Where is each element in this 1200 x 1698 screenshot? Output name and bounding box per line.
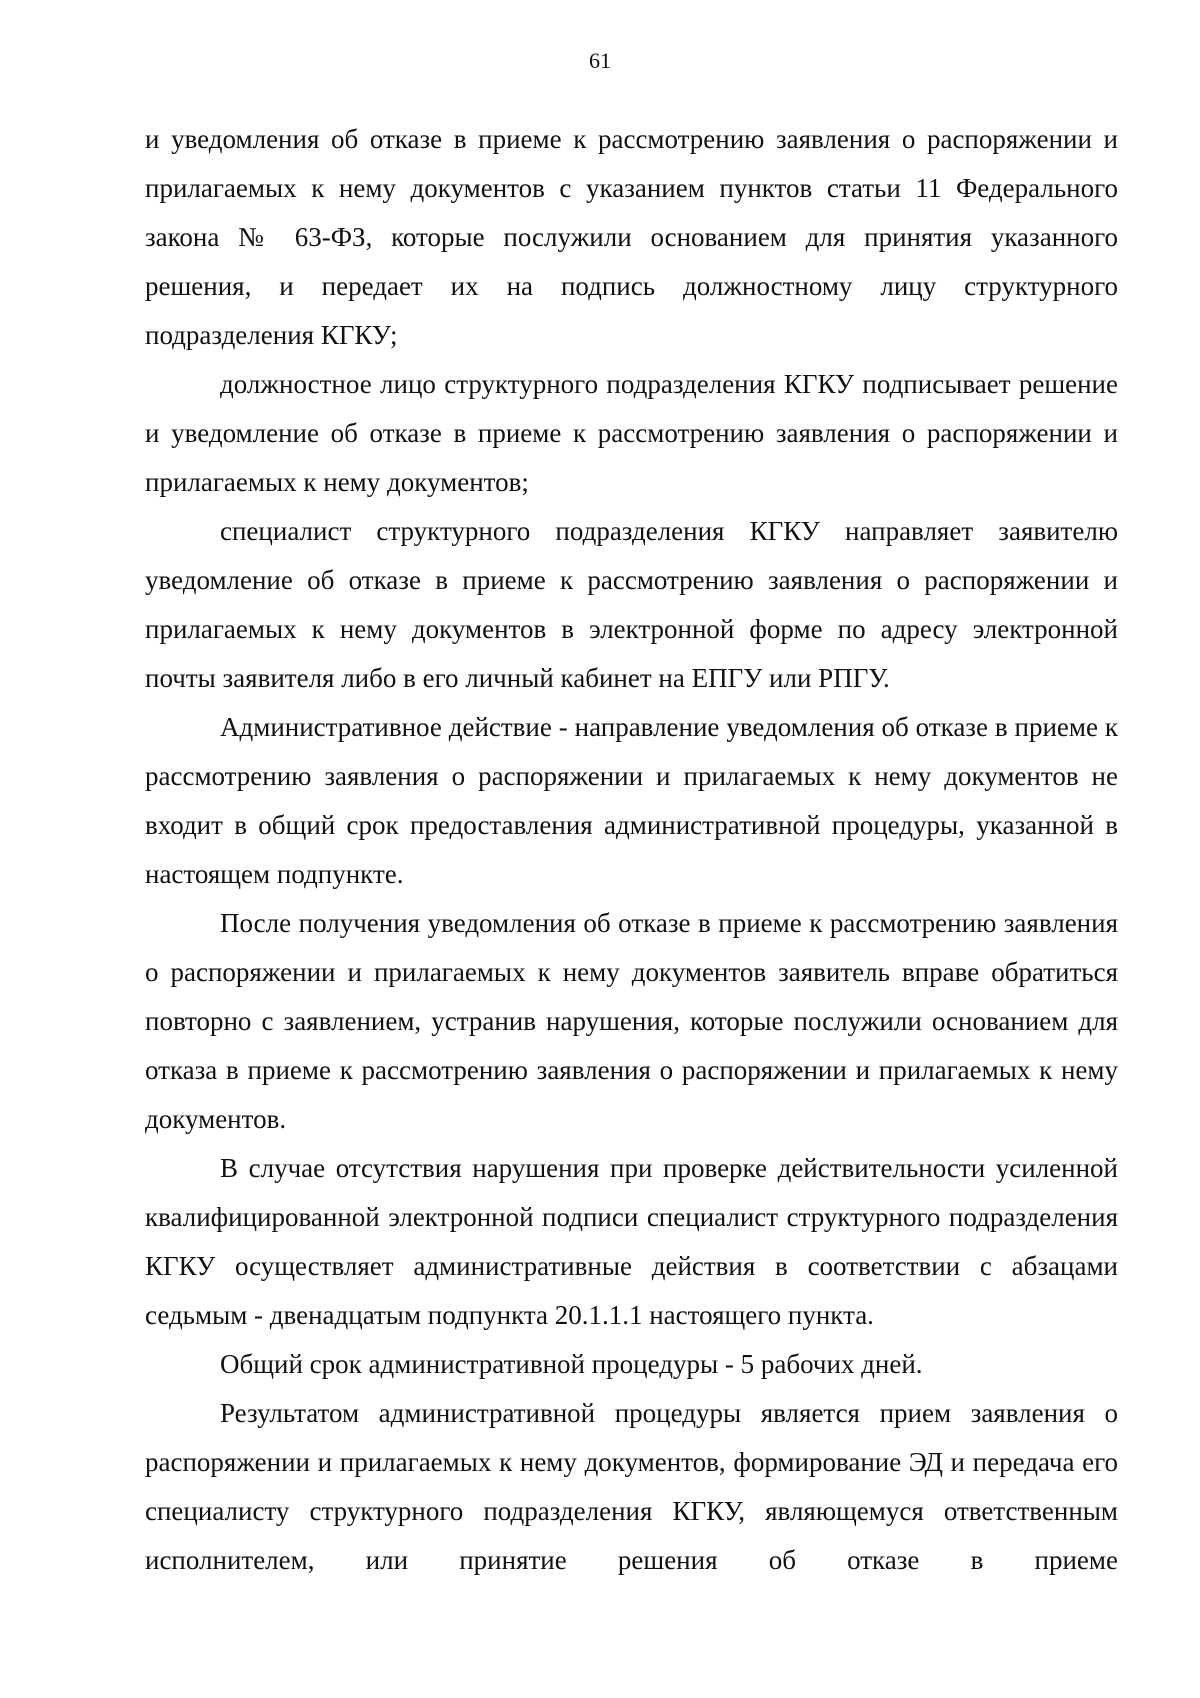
paragraph-specialist-sends: специалист структурного подразделения КГКУ направляет заявителю уведомление об отказе в приеме к рассмотрению заявления о распоряжении и прилагаемых к нему документов в электронной форме по адресу электронной почты заявителя либо в его личный кабинет на ЕПГУ или РПГУ. <box>145 516 1118 693</box>
paragraph-no-violation: В случае отсутствия нарушения при проверке действительности усиленной квалифицированной электронной подписи специалист структурного подразделения КГКУ осуществляет административные действия в соответствии с абзацами седьмым - двенадцатым подпункта 20.1.1.1 настоящего пункта. <box>145 1153 1118 1330</box>
paragraph-administrative-action: Административное действие - направление уведомления об отказе в приеме к рассмотрению заявления о распоряжении и прилагаемых к нему документов не входит в общий срок предоставления административной процедуры, указанной в настоящем подпункте. <box>145 712 1118 889</box>
paragraph-official-signs: должностное лицо структурного подразделения КГКУ подписывает решение и уведомление об отказе в приеме к рассмотрению заявления о распоряжении и прилагаемых к нему документов; <box>145 369 1118 497</box>
paragraph-result: Результатом административной процедуры является прием заявления о распоряжении и прилагаемых к нему документов, формирование ЭД и передача его специалисту структурного подразделения КГКУ, являющемуся ответственным исполнителем, или принятие решения об отказе в приеме <box>145 1398 1118 1575</box>
paragraph-total-term: Общий срок административной процедуры - 5 рабочих дней. <box>220 1349 923 1379</box>
paragraph-after-notification: После получения уведомления об отказе в приеме к рассмотрению заявления о распоряжении и прилагаемых к нему документов заявитель вправе обратиться повторно с заявлением, устранив нарушения, которые послужили основанием для отказа в приеме к рассмотрению заявления о распоряжении и прилагаемых к нему документов. <box>145 908 1118 1134</box>
paragraph-continuation: и уведомления об отказе в приеме к рассмотрению заявления о распоряжении и прилагаемых к нему документов с указанием пунктов статьи 11 Федерального закона № 63-ФЗ, которые послужили основанием для принятия указанного решения, и передает их на подпись должностному лицу структурного подразделения КГКУ; <box>145 124 1118 350</box>
page-number: 61 <box>589 48 611 73</box>
document-body <box>145 115 1118 1585</box>
